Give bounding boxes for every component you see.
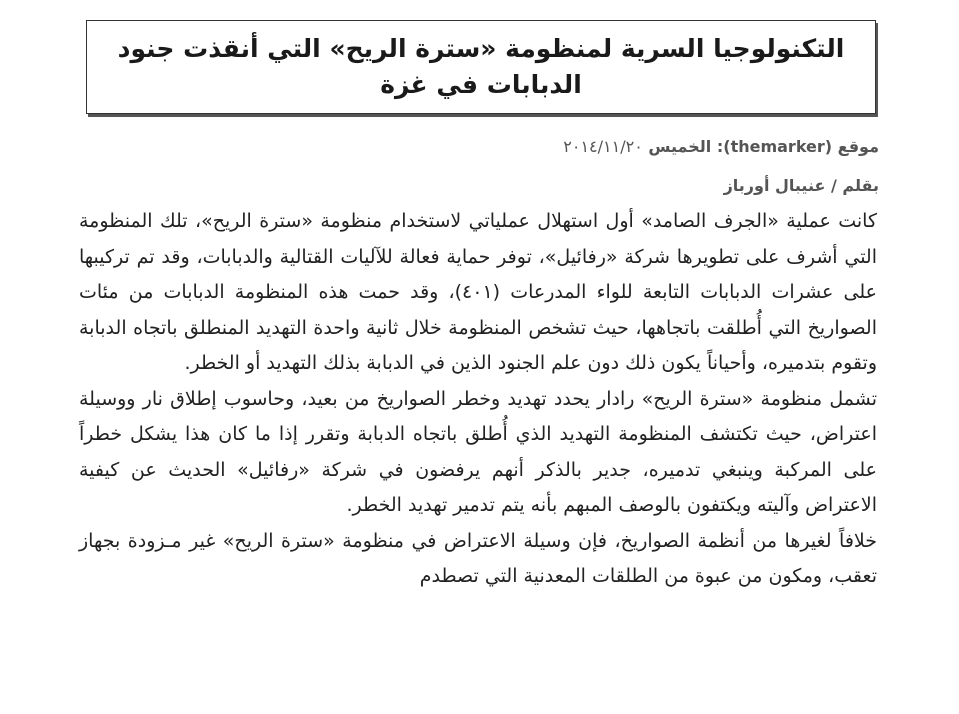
- paragraph: تشمل منظومة «سترة الريح» رادار يحدد تهديد وخطر الصواريخ من بعيد، وحاسوب إطلاق نار ووسيلة اعتراض، حيث تكتشف المنظومة التهديد الذي أُطلق باتجاه الدبابة وتقرر إذا ما كان هذا يشكل خطراً على المركبة وينبغي تدميره، جدير بالذكر أنهم يرفضون في شركة «رفائيل» الحديث عن كيفية الاعتراض وآليته ويكتفون بالوصف المبهم بأنه يتم تدمير تهديد الخطر.: [79, 387, 877, 516]
- paragraph: كانت عملية «الجرف الصامد» أول استهلال عملياتي لاستخدام منظومة «سترة الريح»، تلك المنظومة التي أشرف على تطويرها شركة «رفائيل»، توفر حماية فعالة للآليات القتالية والدبابات، وقد تم تركيبها على عشرات الدبابات التابعة للواء المدرعات (٤٠١)، وقد حمت هذه المنظومة الدبابات من مئات الصواريخ التي أُطلقت باتجاهها، حيث تشخص المنظومة خلال ثانية واحدة التهديد المنطلق باتجاه الدبابة وتقوم بتدميره، وأحياناً يكون ذلك دون علم الجنود الذين في الدبابة بذلك التهديد أو الخطر.: [79, 210, 878, 374]
- article-author: بقلم / عنيبال أورباز: [723, 176, 879, 195]
- paragraph: خلافاً لغيرها من أنظمة الصواريخ، فإن وسيلة الاعتراض في منظومة «سترة الريح» غير مـزودة بجهاز تعقب، ومكون من عبوة من الطلقات المعدنية التي تصطدم: [79, 529, 877, 587]
- article-body: [79, 204, 877, 595]
- article-title: التكنولوجيا السرية لمنظومة «سترة الريح» التي أنقذت جنود الدبابات في غزة: [117, 34, 845, 99]
- publish-date: ٢٠١٤/١١/٢٠: [563, 137, 643, 156]
- article-title-box: [86, 20, 876, 114]
- article-source: [563, 137, 879, 156]
- source-label: موقع (themarker): الخميس: [648, 137, 879, 156]
